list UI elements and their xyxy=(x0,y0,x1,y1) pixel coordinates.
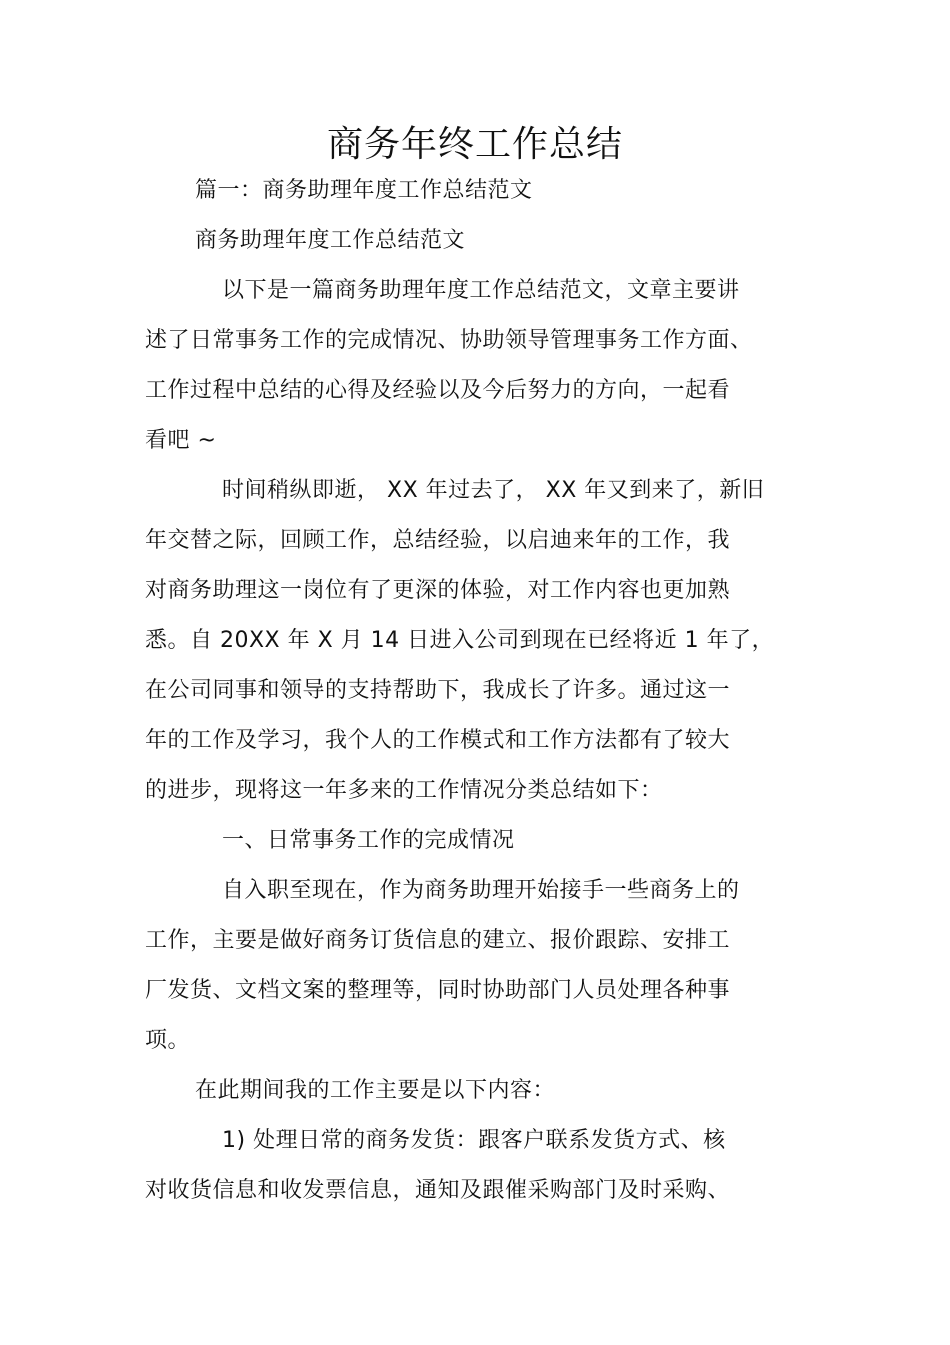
paragraph-line: 悉。自 20XX 年 X 月 14 日进入公司到现在已经将近 1 年了， xyxy=(145,628,775,653)
paragraph-line: 时间稍纵即逝， XX 年过去了， XX 年又到来了，新旧 xyxy=(222,478,765,503)
paragraph-line: 以下是一篇商务助理年度工作总结范文，文章主要讲 xyxy=(222,278,740,303)
paragraph-line: 项。 xyxy=(145,1028,191,1053)
paragraph-line: 对商务助理这一岗位有了更深的体验，对工作内容也更加熟 xyxy=(145,578,731,603)
paragraph-line: 在公司同事和领导的支持帮助下，我成长了许多。通过这一 xyxy=(145,678,731,703)
paragraph-line: 厂发货、文档文案的整理等，同时协助部门人员处理各种事 xyxy=(145,978,731,1003)
paragraph-line: 述了日常事务工作的完成情况、协助领导管理事务工作方面、 xyxy=(145,328,753,353)
subtitle-line: 商务助理年度工作总结范文 xyxy=(195,228,466,253)
paragraph-line: 年交替之际，回顾工作，总结经验，以启迪来年的工作，我 xyxy=(145,528,731,553)
paragraph-line: 看吧 ~ xyxy=(145,428,217,453)
paragraph-line: 在此期间我的工作主要是以下内容： xyxy=(195,1078,556,1103)
document-title: 商务年终工作总结 xyxy=(326,124,623,165)
paragraph-line: 自入职至现在，作为商务助理开始接手一些商务上的 xyxy=(222,878,740,903)
paragraph-line: 的进步，现将这一年多来的工作情况分类总结如下： xyxy=(145,778,663,803)
paragraph-line: 对收货信息和收发票信息，通知及跟催采购部门及时采购、 xyxy=(145,1178,731,1203)
section-heading: 篇一：商务助理年度工作总结范文 xyxy=(195,178,533,203)
section-heading: 一、日常事务工作的完成情况 xyxy=(222,828,515,853)
paragraph-line: 工作，主要是做好商务订货信息的建立、报价跟踪、安排工 xyxy=(145,928,731,953)
paragraph-line: 年的工作及学习，我个人的工作模式和工作方法都有了较大 xyxy=(145,728,731,753)
paragraph-line: 工作过程中总结的心得及经验以及今后努力的方向，一起看 xyxy=(145,378,731,403)
list-item: 1) 处理日常的商务发货：跟客户联系发货方式、核 xyxy=(222,1128,726,1153)
